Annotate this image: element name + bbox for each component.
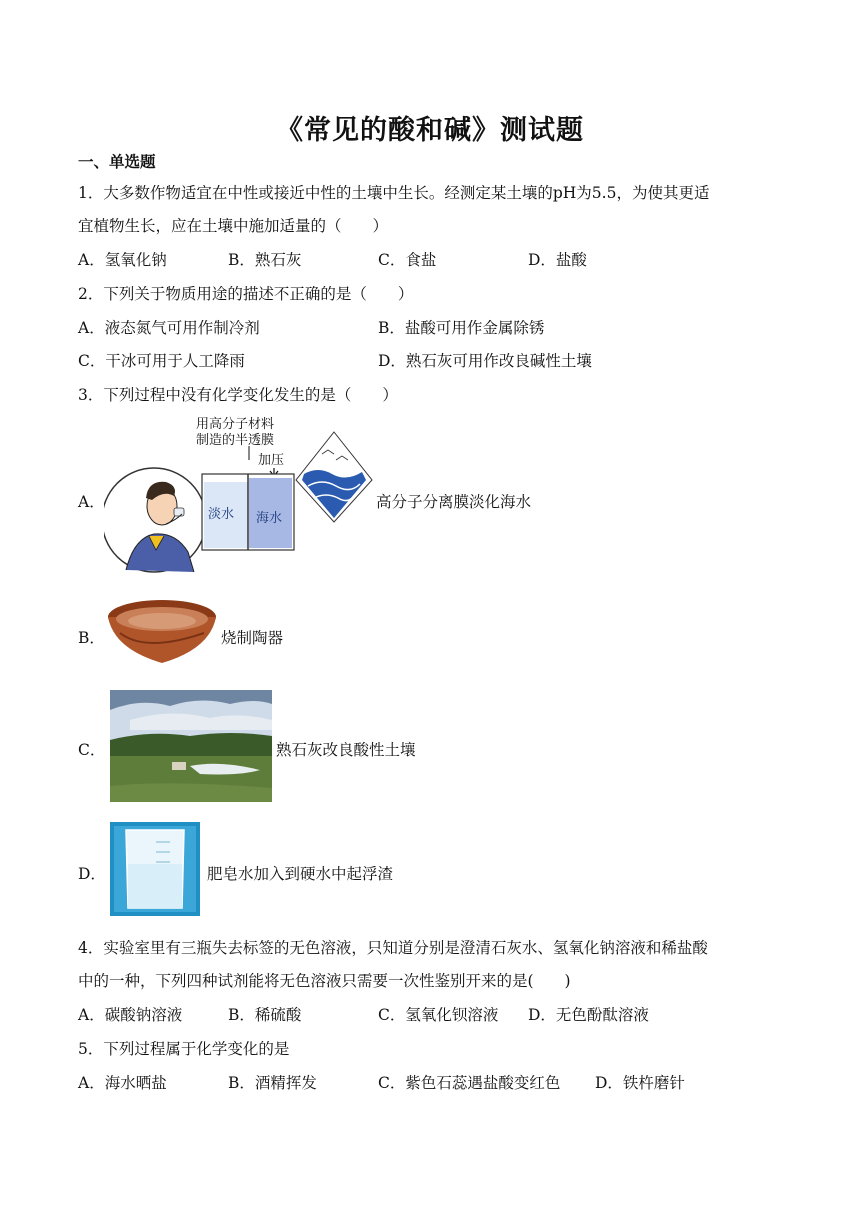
q1-option-c: C．食盐: [378, 251, 437, 269]
q4-option-c: C．氢氧化钡溶液: [378, 1006, 499, 1024]
field-landscape-photo: [110, 690, 272, 802]
q3-stem: 3．下列过程中没有化学变化发生的是（ ）: [78, 386, 398, 404]
q2-option-c: C．干冰可用于人工降雨: [78, 352, 245, 370]
desalination-figure: [104, 410, 374, 582]
q5-option-a: A．海水晒盐: [78, 1074, 167, 1092]
q3-option-c-letter: C．: [78, 741, 106, 759]
pottery-bowl-photo: [106, 597, 218, 667]
figure-label-membrane-1: 用高分子材料: [196, 417, 275, 432]
section-heading: 一、单选题: [78, 153, 156, 171]
q2-option-d: D．熟石灰可用作改良碱性土壤: [378, 352, 592, 370]
q3-option-d-text: 肥皂水加入到硬水中起浮渣: [207, 865, 394, 883]
q5-stem: 5．下列过程属于化学变化的是: [78, 1040, 290, 1058]
q5-option-d: D．铁杵磨针: [595, 1074, 685, 1092]
q3-option-a-letter: A．: [78, 493, 105, 511]
q3-option-a-text: 高分子分离膜淡化海水: [376, 493, 532, 511]
q5-option-c: C．紫色石蕊遇盐酸变红色: [378, 1074, 561, 1092]
q5-option-b: B．酒精挥发: [228, 1074, 317, 1092]
q1-stem-line1: 1．大多数作物适宜在中性或接近中性的土壤中生长。经测定某土壤的pH为5.5，为使其更适: [78, 184, 710, 202]
q2-stem: 2．下列关于物质用途的描述不正确的是（ ）: [78, 285, 414, 303]
figure-label-pressure: 加压: [258, 453, 285, 468]
figure-label-seawater: 海水: [256, 511, 283, 526]
q1-stem-line2: 宜植物生长，应在土壤中施加适量的（ ）: [78, 217, 389, 235]
beaker-photo: [110, 822, 200, 916]
q1-option-d: D．盐酸: [528, 251, 587, 269]
figure-label-membrane-2: 制造的半透膜: [196, 433, 275, 448]
q1-option-a: A．氢氧化钠: [78, 251, 167, 269]
q1-option-b: B．熟石灰: [228, 251, 302, 269]
q4-option-b: B．稀硫酸: [228, 1006, 302, 1024]
q4-option-a: A．碳酸钠溶液: [78, 1006, 183, 1024]
page-title: 《常见的酸和碱》测试题: [276, 115, 584, 146]
q4-option-d: D．无色酚酞溶液: [528, 1006, 649, 1024]
q4-stem-line1: 4．实验室里有三瓶失去标签的无色溶液，只知道分别是澄清石灰水、氢氧化钠溶液和稀盐酸: [78, 939, 708, 957]
q3-option-d-letter: D．: [78, 865, 106, 883]
q3-option-b-caption: 烧制陶器: [221, 629, 284, 647]
q2-option-a: A．液态氮气可用作制冷剂: [78, 319, 260, 337]
q4-stem-line2: 中的一种，下列四种试剂能将无色溶液只需要一次性鉴别开来的是( ): [78, 972, 571, 990]
q3-option-c-text: 熟石灰改良酸性土壤: [276, 741, 416, 759]
figure-label-freshwater: 淡水: [208, 507, 235, 522]
q2-option-b: B．盐酸可用作金属除锈: [378, 319, 545, 337]
q3-option-b-letter: B．: [78, 629, 105, 647]
